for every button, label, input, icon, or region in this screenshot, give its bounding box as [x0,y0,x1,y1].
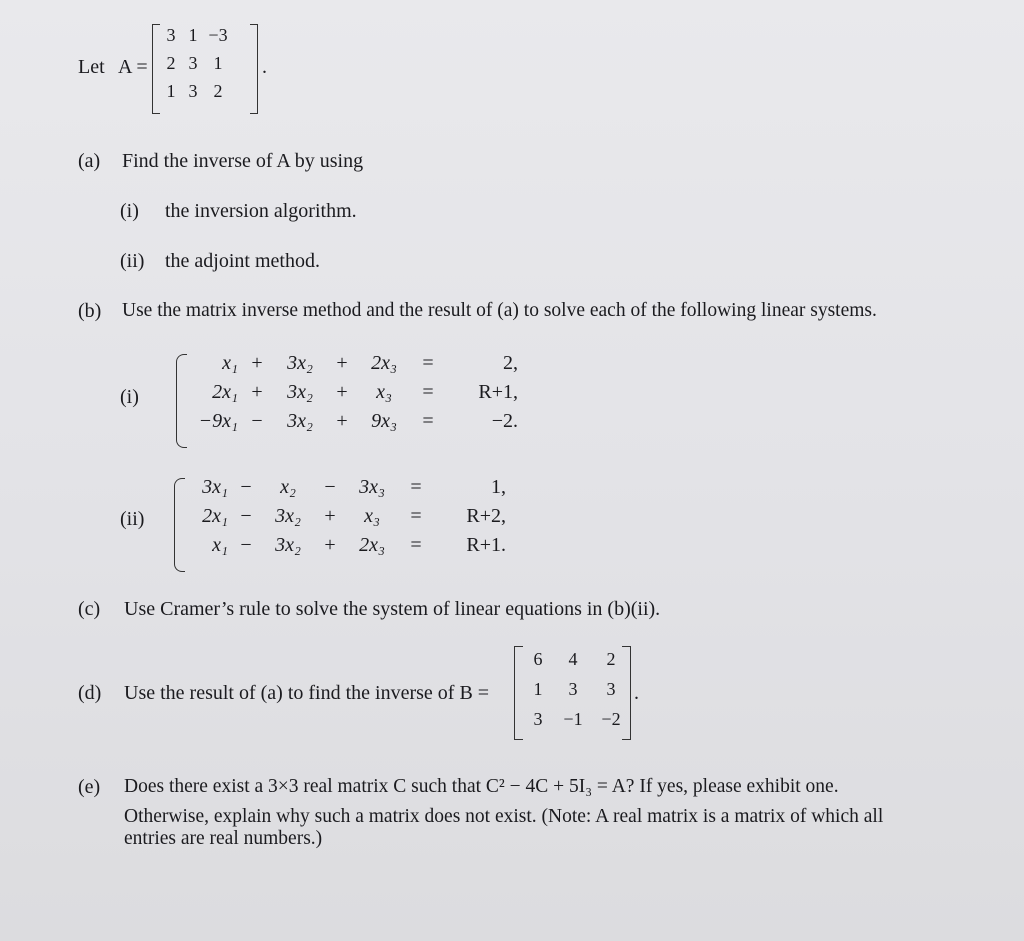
matrix-a-cell: 1 [188,25,198,45]
system-i-term: x₃ [376,381,392,403]
system-i-term: −9x₁ [198,410,238,432]
system-ii-term: = [410,476,422,498]
part-b-label: (b) [78,300,102,322]
system-ii-term: = [410,505,422,527]
matrix-b-cell: 2 [606,649,616,669]
system-i-term: 3x₂ [287,352,313,374]
matrix-b-cell: 1 [533,679,543,699]
matrix-b-period: . [634,682,639,704]
matrix-a-cell: 1 [213,53,223,73]
system-ii-term: 2x₃ [359,534,385,556]
system-i-term: 2x₁ [212,381,238,403]
matrix-b-cell: 3 [568,679,578,699]
system-i-term: + [251,381,263,403]
matrix-b-cell: −1 [563,709,583,729]
matrix-b [522,650,630,728]
system-ii-term: 3x₁ [202,476,228,498]
matrix-a [160,26,232,100]
system-i-term: 3x₂ [287,410,313,432]
matrix-a-period: . [262,56,267,78]
system-ii-term: − [324,476,336,498]
matrix-a-left-bracket [152,24,160,114]
part-a-ii-label: (ii) [120,250,145,272]
part-c-text: Use Cramer’s rule to solve the system of linear equations in (b)(ii). [124,598,661,620]
system-ii-term: − [240,505,252,527]
system-i-term: − [251,410,263,432]
system-ii-term: 2x₁ [202,505,228,527]
system-i-label: (i) [120,386,139,408]
system-ii-term: 3x₂ [275,505,301,527]
matrix-a-right-bracket [250,24,258,114]
system-ii-term: x₂ [280,476,296,498]
part-e-label: (e) [78,776,101,798]
system-ii-term: + [324,534,336,556]
let-label: Let [78,56,105,78]
system-i [190,352,518,433]
matrix-a-cell: 2 [166,53,176,73]
part-c-label: (c) [78,598,101,620]
system-i-term: 2x₃ [371,352,397,374]
part-e-line2: Otherwise, explain why such a matrix does not exist. (Note: A real matrix is a matrix of which all [124,806,884,827]
system-ii-term: R+1. [466,534,506,556]
matrix-a-cell: 2 [213,81,223,101]
system-i-term: 3x₂ [287,381,313,403]
system-ii-term: R+2, [466,505,506,527]
matrix-a-cell: −3 [208,25,228,45]
part-d-label: (d) [78,682,102,704]
system-ii-label: (ii) [120,508,145,530]
system-ii-term: x₃ [364,505,380,527]
system-i-term: = [422,352,434,374]
matrix-b-cell: −2 [601,709,621,729]
part-a-i-text: the inversion algorithm. [165,200,357,222]
part-a-i-label: (i) [120,200,139,222]
system-i-term: 2, [503,352,518,374]
system-ii [180,476,506,557]
system-ii-term: 1, [491,476,506,498]
part-e-line3: entries are real numbers.) [124,828,323,849]
system-i-term: 9x₃ [371,410,397,432]
system-i-term: + [251,352,263,374]
system-i-term: + [336,410,348,432]
system-i-term: −2. [491,410,518,432]
system-i-term: = [422,381,434,403]
system-i-term: + [336,381,348,403]
matrix-b-cell: 6 [533,649,543,669]
part-a-text: Find the inverse of A by using [122,150,364,172]
matrix-a-cell: 1 [166,81,176,101]
part-b-text: Use the matrix inverse method and the result of (a) to solve each of the following linear systems. [122,300,877,321]
system-ii-term: + [324,505,336,527]
system-ii-term: x₁ [212,534,228,556]
matrix-b-cell: 4 [568,649,578,669]
part-a-ii-text: the adjoint method. [165,250,320,272]
system-i-term: = [422,410,434,432]
system-i-brace [176,354,187,448]
matrix-a-cell: 3 [188,81,198,101]
system-i-term: x₁ [222,352,238,374]
system-ii-term: − [240,534,252,556]
part-a-label: (a) [78,150,101,172]
matrix-b-right-bracket [622,646,631,740]
matrix-b-cell: 3 [533,709,543,729]
system-ii-term: 3x₃ [359,476,385,498]
matrix-b-cell: 3 [606,679,616,699]
matrix-a-cell: 3 [188,53,198,73]
system-ii-term: − [240,476,252,498]
system-ii-term: 3x₂ [275,534,301,556]
matrix-a-label: A = [118,56,148,78]
part-e-line1: Does there exist a 3×3 real matrix C such that C² − 4C + 5I₃ = A? If yes, please exhibit one. [124,776,839,797]
system-i-term: + [336,352,348,374]
system-ii-term: = [410,534,422,556]
matrix-a-cell: 3 [166,25,176,45]
part-d-text: Use the result of (a) to find the inverse of B = [124,682,490,704]
system-i-term: R+1, [478,381,518,403]
